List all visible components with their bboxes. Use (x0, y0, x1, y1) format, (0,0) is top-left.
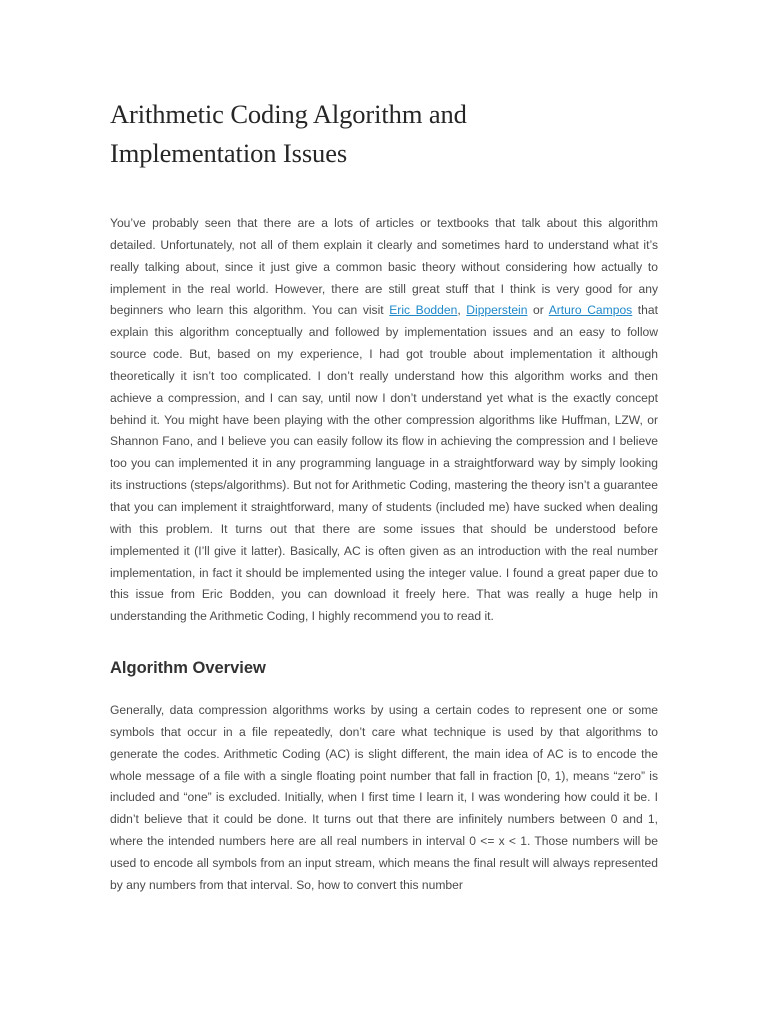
section-heading-algorithm-overview: Algorithm Overview (110, 659, 266, 678)
link-eric-bodden[interactable]: Eric Bodden (389, 303, 458, 318)
article-title (110, 95, 658, 173)
link-arturo-campos[interactable]: Arturo Campos (548, 303, 633, 318)
title-line-1: Arithmetic Coding Algorithm and (110, 99, 467, 129)
intro-text-1: You’ve probably seen that there are a lots of articles or textbooks that talk about this algorithm detailed. Unfortunately, not all of them explain it clearly and sometimes hard to understand what it’s really talking about, since it just give a common basic theory without considering how actually to implement in the real world. However, there are still great stuff that I think is very good for any beginners who learn this algorithm. You can visit (110, 216, 658, 318)
title-line-2: Implementation Issues (110, 138, 348, 168)
intro-paragraph (110, 213, 658, 628)
overview-paragraph: Generally, data compression algorithms works by using a certain codes to represent one or some symbols that occur in a file repeatedly, don’t care what technique is used by that algorithms to generate the codes. Arithmetic Coding (AC) is slight different, the main idea of AC is to encode the whole message of a file with a single floating point number that fall in fraction [0, 1), means “zero” is included and “one” is excluded. Initially, when I first time I learn it, I was wondering how could it be. I didn’t believe that it could be done. It turns out that there are infinitely numbers between 0 and 1, where the intended numbers here are all real numbers in interval 0 <= x < 1. Those numbers will be used to encode all symbols from an input stream, which means the final result will always represented by any numbers from that interval. So, how to convert this number (110, 703, 658, 892)
link-dipperstein[interactable]: Dipperstein (466, 303, 528, 318)
intro-text-2: that explain this algorithm conceptually and followed by implementation issues and an easy to follow source code. But, based on my experience, I had got trouble about implementation it although theoretically it isn’t too complicated. I don’t really understand how this algorithm works and then achieve a compression, and I can say, until now I don’t understand yet what is the exactly concept behind it. You might have been playing with the other compression algorithms like Huffman, LZW, or Shannon Fano, and I believe you can easily follow its flow in achieving the compression and I believe too you can implemented it in any programming language in a straightforward way by simply looking its instructions (steps/algorithms). But not for Arithmetic Coding, mastering the theory isn’t a guarantee that you can implement it straightforward, many of students (included me) have sucked when dealing with this problem. It turns out that there are some issues that should be understood before implemented it (I’ll give it latter). Basically, AC is often given as an introduction with the real number implementation, in fact it should be implemented using the integer value. I found a great paper due to this issue from Eric Bodden, you can download it freely here. That was really a huge help in understanding the Arithmetic Coding, I highly recommend you to read it. (110, 303, 658, 624)
intro-sep-1: , (457, 303, 467, 318)
article (110, 95, 658, 897)
intro-sep-2: or (527, 303, 549, 318)
